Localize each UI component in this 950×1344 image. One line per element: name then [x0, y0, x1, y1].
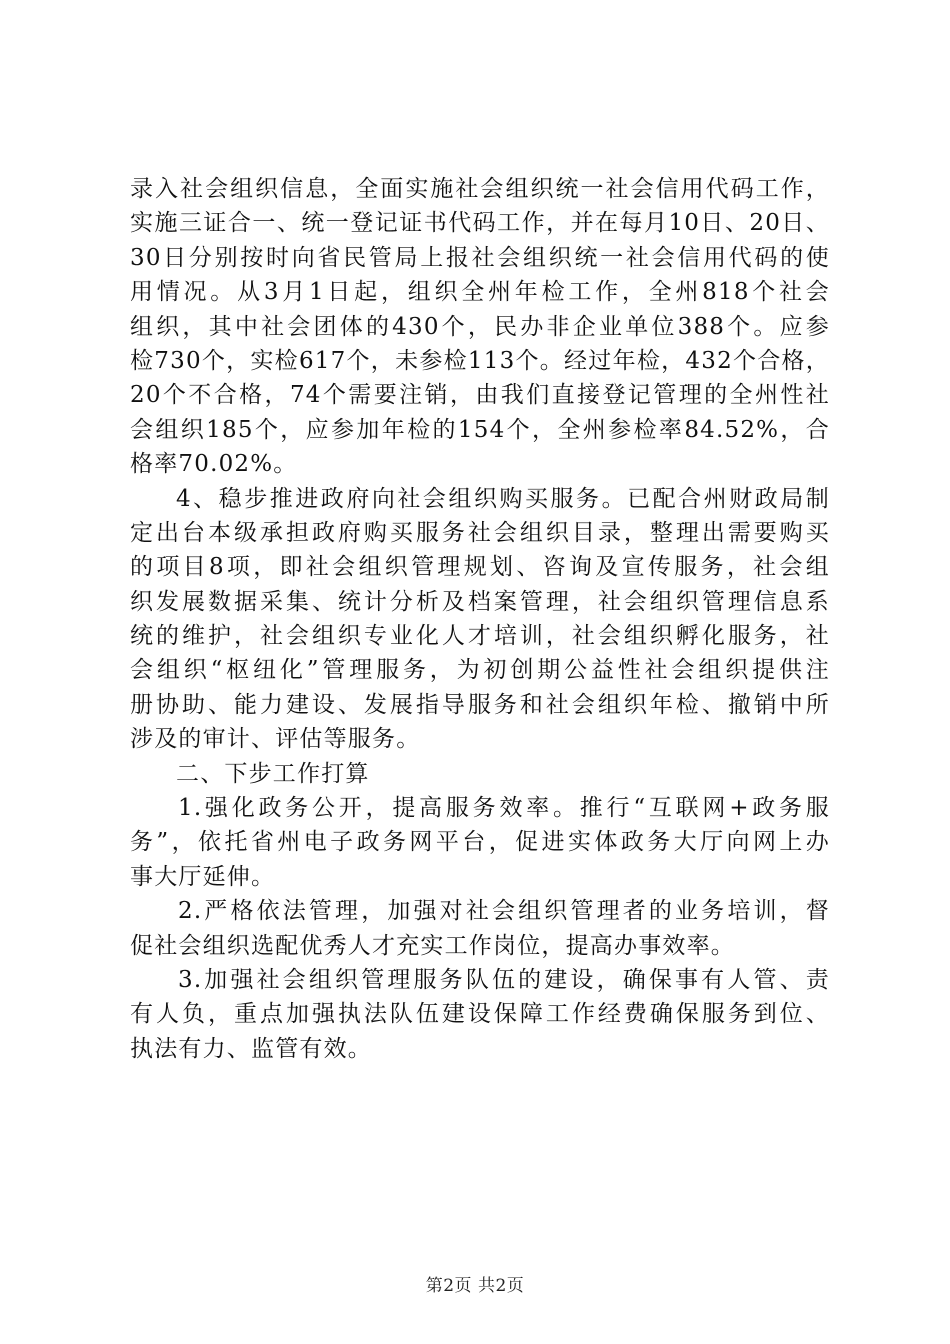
text-line: 实施三证合一、统一登记证书代码工作，并在每月10日、20日、	[130, 210, 830, 237]
text-line: 格率70.02%。	[130, 451, 298, 478]
text-line: 事大厅延伸。	[130, 863, 276, 890]
text-line: 会组织185个，应参加年检的154个，全州参检率84.52%，合	[130, 416, 830, 443]
page-number: 第2页 共2页	[425, 1276, 525, 1296]
text-line: 3.加强社会组织管理服务队伍的建设，确保事有人管、责	[178, 966, 830, 993]
section-heading: 二、下步工作打算	[176, 760, 370, 787]
text-line: 的项目8项，即社会组织管理规划、咨询及宣传服务，社会组	[130, 554, 830, 581]
text-line: 4、稳步推进政府向社会组织购买服务。已配合州财政局制	[176, 485, 830, 512]
text-line: 促社会组织选配优秀人才充实工作岗位，提高办事效率。	[130, 932, 735, 959]
text-line: 务”，依托省州电子政务网平台，促进实体政务大厅向网上办	[130, 829, 830, 856]
text-line: 会组织“枢纽化”管理服务，为初创期公益性社会组织提供注	[130, 657, 830, 684]
document-body	[130, 172, 830, 1066]
text-line: 执法有力、监管有效。	[130, 1035, 372, 1062]
text-line: 2.严格依法管理，加强对社会组织管理者的业务培训，督	[178, 898, 830, 925]
plan-item-3	[130, 963, 830, 1066]
text-line: 检730个，实检617个，未参检113个。经过年检，432个合格，	[130, 347, 830, 374]
text-line: 录入社会组织信息，全面实施社会组织统一社会信用代码工作，	[130, 176, 830, 202]
text-line: 30日分别按时向省民管局上报社会组织统一社会信用代码的使	[130, 244, 830, 271]
text-line: 20个不合格，74个需要注销，由我们直接登记管理的全州性社	[130, 382, 830, 409]
text-line: 册协助、能力建设、发展指导服务和社会组织年检、撤销中所	[130, 691, 830, 718]
text-line: 涉及的审计、评估等服务。	[130, 726, 421, 753]
text-line: 织发展数据采集、统计分析及档案管理，社会组织管理信息系	[130, 588, 830, 615]
text-line: 用情况。从3月1日起，组织全州年检工作，全州818个社会	[130, 279, 830, 306]
text-line: 1.强化政务公开，提高服务效率。推行“互联网+政务服	[178, 795, 830, 822]
paragraph-annual-inspection	[130, 172, 830, 482]
text-line: 定出台本级承担政府购买服务社会组织目录，整理出需要购买	[130, 519, 830, 546]
plan-item-2	[130, 894, 830, 963]
plan-item-1	[130, 791, 830, 894]
paragraph-purchase-services	[130, 482, 830, 757]
text-line: 统的维护，社会组织专业化人才培训，社会组织孵化服务，社	[130, 623, 830, 650]
text-line: 有人负，重点加强执法队伍建设保障工作经费确保服务到位、	[130, 1001, 830, 1028]
text-line: 组织，其中社会团体的430个，民办非企业单位388个。应参	[130, 313, 830, 340]
